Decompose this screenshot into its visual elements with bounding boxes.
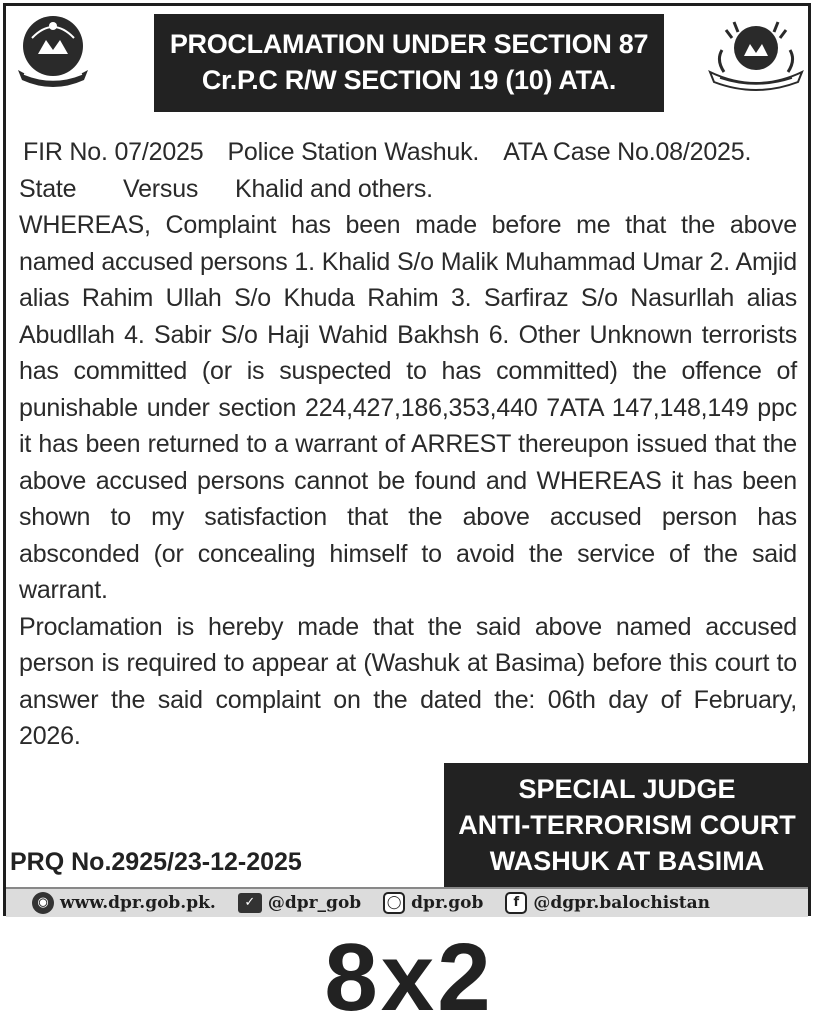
balochistan-emblem-logo [10,8,96,94]
whereas-paragraph: WHEREAS, Complaint has been made before me that the above named accused persons 1. Khalid S/o Malik Muhammad Umar 2. Amjid alias Rahim Ullah S/o Khuda Rahim 3. Sarfiraz S/o Nasurllah alias Abudllah 4. Sabir S/o Haji Wahid Bakhsh 6. Other Unknown terrorists has committed (or is suspected to has committed) the offence of punishable under section 224,427,186,353,440 7ATA 147,148,149 ppc it has been returned to a warrant of ARREST thereupon issued that the above accused persons cannot be found and WHEREAS it has been shown to my satisfaction that the above accused person has absconded (or concealing himself to avoid the service of the said warrant. [19,211,797,604]
footer-twitter[interactable]: ✓ @dpr_gob [238,893,361,913]
globe-icon: ◉ [32,892,54,914]
proclamation-paragraph: Proclamation is hereby made that the said above named accused person is required to appear at (Washuk at Basima) before this court to answer the said complaint on the dated the: 06th day of February, 2026. [19,612,797,750]
ad-size-label: 8x2 [324,924,494,1031]
case-parties-line [19,171,797,208]
footer-website[interactable]: ◉ www.dpr.gob.pk. [32,892,216,914]
twitter-icon: ✓ [238,893,262,913]
signature-line-1: SPECIAL JUDGE [518,774,736,804]
party-state: State [19,174,77,203]
proclamation-title [154,14,664,112]
proclamation-body [19,134,797,755]
police-station: Police Station Washuk. [227,138,480,166]
facebook-icon: f [505,892,527,914]
instagram-icon: ◯ [383,892,405,914]
dgpr-emblem-logo [706,10,806,96]
party-versus: Versus [123,174,199,203]
prq-number: PRQ No.2925/23-12-2025 [10,848,302,876]
footer-bar [6,887,808,917]
title-line-1: PROCLAMATION UNDER SECTION 87 [169,29,649,59]
party-accused: Khalid and others. [235,174,433,203]
signature-line-3: WASHUK AT BASIMA [489,846,765,876]
footer-facebook[interactable]: f @dgpr.balochistan [505,892,710,914]
case-reference-line [19,134,797,171]
ata-case-number: ATA Case No.08/2025. [503,138,752,166]
signature-block [444,763,810,887]
title-line-2: Cr.P.C R/W SECTION 19 (10) ATA. [201,65,617,95]
footer-instagram[interactable]: ◯ dpr.gob [383,892,483,914]
signature-line-2: ANTI-TERRORISM COURT [458,810,796,840]
fir-number: FIR No. 07/2025 [23,138,204,166]
